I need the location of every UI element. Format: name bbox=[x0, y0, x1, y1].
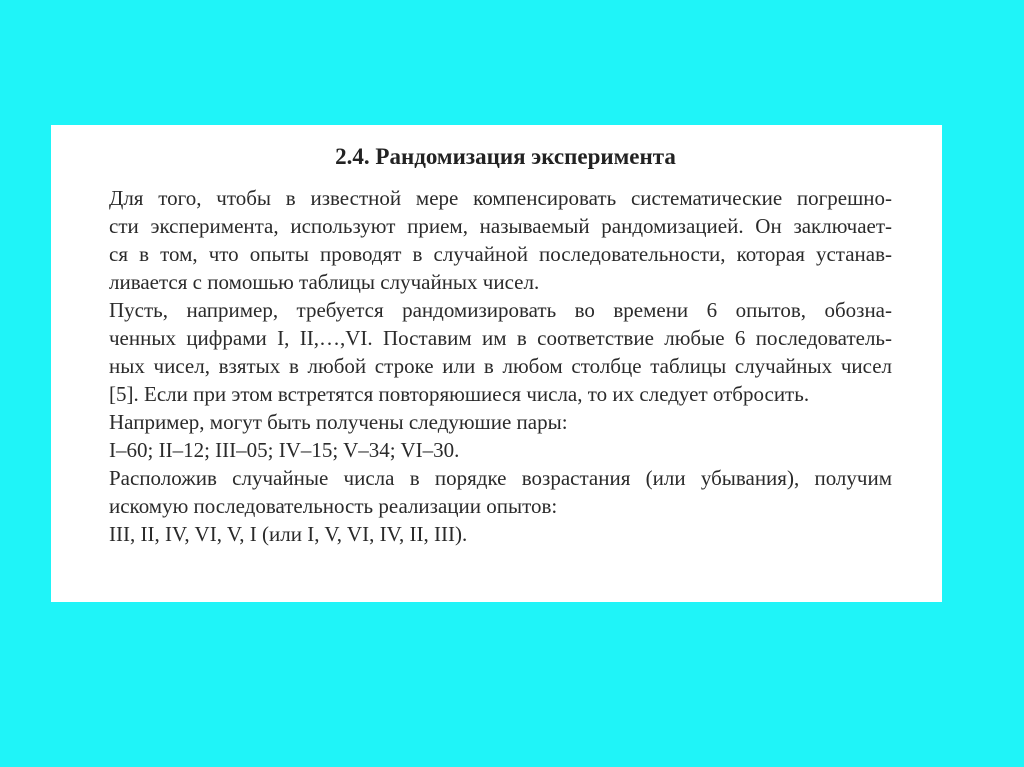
text-line: ся в том, что опыты проводят в случайной последовательности, которая устанав- bbox=[109, 242, 892, 266]
text-line: искомую последовательность реализации опытов: bbox=[109, 494, 558, 518]
text-line: III, II, IV, VI, V, I (или I, V, VI, IV, II, III). bbox=[109, 522, 468, 546]
text-line: сти эксперимента, используют прием, называемый рандомизацией. Он заключает- bbox=[109, 214, 892, 238]
text-line: Расположив случайные числа в порядке возрастания (или убывания), получим bbox=[109, 466, 892, 490]
document-page bbox=[51, 125, 942, 602]
text-line: ченных цифрами I, II,…,VI. Поставим им в соответствие любые 6 последователь- bbox=[109, 326, 892, 350]
text-line: Для того, чтобы в известной мере компенсировать систематические погрешно- bbox=[109, 186, 892, 210]
section-title: 2.4. Рандомизация эксперимента bbox=[335, 144, 676, 169]
text-line: Пусть, например, требуется рандомизировать во времени 6 опытов, обозна- bbox=[109, 298, 892, 322]
text-line: ливается с помошью таблицы случайных чисел. bbox=[109, 270, 540, 294]
text-line: I–60; II–12; III–05; IV–15; V–34; VI–30. bbox=[109, 438, 460, 462]
text-line: ных чисел, взятых в любой строке или в любом столбце таблицы случайных чисел bbox=[109, 354, 892, 378]
text-line: Например, могут быть получены следуюшие пары: bbox=[109, 410, 568, 434]
text-line: [5]. Если при этом встретятся повторяюшиеся числа, то их следует отбросить. bbox=[109, 382, 810, 406]
